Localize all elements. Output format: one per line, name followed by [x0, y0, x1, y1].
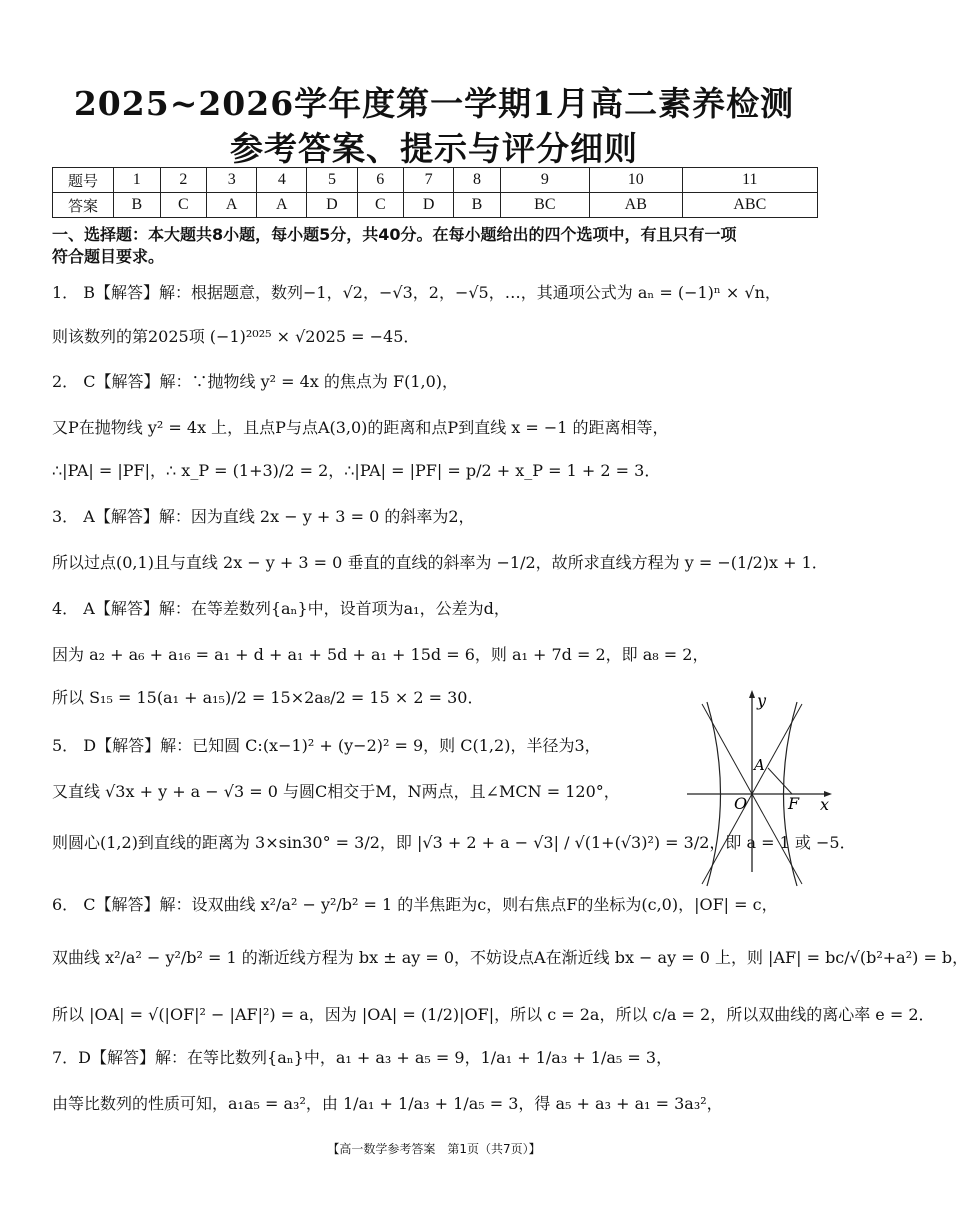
solution-line: 1． B【解答】解：根据题意，数列−1，√2，−√3，2，−√5，…，其通项公式为 aₙ = (−1)ⁿ × √n， [52, 283, 781, 302]
document-subtitle: 参考答案、提示与评分细则 [230, 129, 638, 168]
label-f: F [788, 794, 800, 813]
answer-table-answer: A [257, 193, 307, 218]
label-y: y [757, 691, 767, 710]
answer-table-number-label: 题号 [53, 168, 114, 193]
solution-line: 4． A【解答】解：在等差数列{aₙ}中，设首项为a₁，公差为d， [52, 599, 510, 618]
solution-line: 因为 a₂ + a₆ + a₁₆ = a₁ + d + a₁ + 5d + a₁ + 15d = 6，则 a₁ + 7d = 2，即 a₈ = 2， [52, 645, 709, 664]
solution-line: 5． D【解答】解：已知圆 C:(x−1)² + (y−2)² = 9，则 C(1,2)，半径为3， [52, 736, 601, 755]
solution-line: 由等比数列的性质可知，a₁a₅ = a₃²，由 1/a₁ + 1/a₃ + 1/a₅ = 3，得 a₅ + a₃ + a₁ = 3a₃²， [52, 1094, 723, 1113]
solution-line: 所以 |OA| = √(|OF|² − |AF|²) = a，因为 |OA| = (1/2)|OF|，所以 c = 2a，所以 c/a = 2，所以双曲线的离心率 e = 2． [52, 1005, 935, 1024]
answer-table [52, 167, 818, 218]
answer-table-answer: C [357, 193, 404, 218]
solution-line: 3． A【解答】解：因为直线 2x − y + 3 = 0 的斜率为2， [52, 507, 475, 526]
answer-table-number: 8 [454, 168, 501, 193]
answer-table-number: 1 [114, 168, 161, 193]
answer-table-number: 10 [589, 168, 682, 193]
solution-line: 又直线 √3x + y + a − √3 = 0 与圆C相交于M，N两点，且∠MCN = 120°， [52, 782, 620, 801]
solution-line: 所以过点(0,1)且与直线 2x − y + 3 = 0 垂直的直线的斜率为 −1/2，故所求直线方程为 y = −(1/2)x + 1． [52, 553, 828, 572]
section-heading-cont: 符合题目要求。 [52, 247, 165, 266]
label-x: x [820, 795, 830, 814]
solution-line: 2． C【解答】解：∵抛物线 y² = 4x 的焦点为 F(1,0)， [52, 372, 459, 391]
answer-table-answer: C [160, 193, 207, 218]
solution-line: 又P在抛物线 y² = 4x 上，且点P与点A(3,0)的距离和点P到直线 x = −1 的距离相等， [52, 418, 669, 437]
document-title: 2025~2026学年度第一学期1月高二素养检测 [73, 84, 795, 123]
solution-line: 双曲线 x²/a² − y²/b² = 1 的渐近线方程为 bx ± ay = 0，不妨设点A在渐近线 bx − ay = 0 上，则 |AF| = bc/√(b²+a²) = b， [52, 948, 968, 967]
hyperbola-figure [682, 690, 832, 875]
answer-table-answer: A [207, 193, 257, 218]
answer-table-number: 9 [500, 168, 589, 193]
solution-line: 则圆心(1,2)到直线的距离为 3×sin30° = 3/2，即 |√3 + 2 + a − √3| / √(1+(√3)²) = 3/2，即 a = 1 或 −5． [52, 833, 856, 852]
solution-line: 则该数列的第2025项 (−1)²⁰²⁵ × √2025 = −45． [52, 327, 420, 346]
solution-line: 7．D【解答】解：在等比数列{aₙ}中，a₁ + a₃ + a₅ = 9，1/a₁ + 1/a₃ + 1/a₅ = 3， [52, 1048, 673, 1067]
page-footer: 【高一数学参考答案 第1页（共7页）】 [327, 1142, 541, 1156]
answer-table-number: 4 [257, 168, 307, 193]
solution-line: 6． C【解答】解：设双曲线 x²/a² − y²/b² = 1 的半焦距为c，则右焦点F的坐标为(c,0)，|OF| = c， [52, 895, 778, 914]
y-axis-arrow [749, 690, 755, 698]
answer-table-answer-label: 答案 [53, 193, 114, 218]
answer-table-number-row [53, 168, 818, 193]
answer-table-number: 2 [160, 168, 207, 193]
solution-line: 所以 S₁₅ = 15(a₁ + a₁₅)/2 = 15×2a₈/2 = 15 × 2 = 30． [52, 688, 484, 707]
section-heading: 一、选择题：本大题共8小题，每小题5分，共40分。在每小题给出的四个选项中，有且只有一项 [52, 225, 737, 244]
label-o: O [734, 794, 748, 813]
answer-table-answer-row [53, 193, 818, 218]
answer-table-number: 5 [307, 168, 357, 193]
answer-table-number: 7 [404, 168, 454, 193]
label-a: A [754, 756, 765, 774]
answer-table-number: 11 [682, 168, 817, 193]
solution-line: ∴|PA| = |PF|，∴ x_P = (1+3)/2 = 2，∴|PA| = |PF| = p/2 + x_P = 1 + 2 = 3． [52, 461, 661, 480]
answer-table-answer: B [454, 193, 501, 218]
answer-table-answer: D [307, 193, 357, 218]
answer-table-answer: AB [589, 193, 682, 218]
answer-table-answer: BC [500, 193, 589, 218]
answer-table-answer: D [404, 193, 454, 218]
answer-table-answer: B [114, 193, 161, 218]
answer-table-number: 3 [207, 168, 257, 193]
segment-af [768, 768, 792, 794]
answer-table-number: 6 [357, 168, 404, 193]
answer-table-answer: ABC [682, 193, 817, 218]
